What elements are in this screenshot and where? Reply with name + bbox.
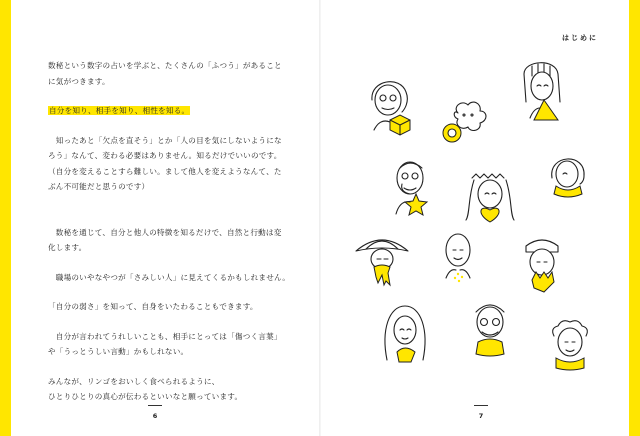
poodle-ring-icon [438, 95, 498, 147]
right-page-yellow-edge [629, 0, 640, 436]
woman-bob-scarf-icon [540, 148, 600, 204]
paragraph-workplace: 職場のいやなやつが「さみしい人」に見えてくるかもしれません。 [48, 272, 291, 282]
bald-man-sparkles-icon [428, 228, 488, 288]
paragraph-highlight [48, 103, 298, 119]
man-glasses-star-icon [382, 150, 442, 220]
highlighted-phrase: 自分を知り、相手を知り、相性を知る。 [49, 106, 190, 115]
woman-glasses-cube-icon [360, 70, 420, 140]
paragraph-intro: 数秘という数字の占いを学ぶと、たくさんの「ふつう」があること に気がつきます。 [48, 61, 282, 86]
paragraph-closing: みんなが、リンゴをおいしく食べられるように、 ひとりひとりの真心が伝わるといいなと願っています。 [48, 376, 243, 401]
man-glasses-bow-icon [460, 296, 520, 362]
paragraph-behavior-changes: 数秘を通じて、自分と他人の特徴を知るだけで、自然と行動は変 化します。 [48, 227, 282, 252]
paragraph-own-weakness: 「自分の弱さ」を知って、自身をいたわることもできます。 [48, 302, 258, 311]
page-number-right: 7 [471, 405, 491, 420]
older-man-scarf-icon [540, 316, 600, 376]
left-page-body [48, 58, 298, 405]
paragraph-no-need-to-change: 知ったあと「欠点を直そう」とか「人の目を気にしないようにな ろう」なんて、変わる必要はありません。知るだけでいいのです。 （自分を変えることすら難しい。まして他人を変えようなんて、た ぶん不可能だと思うのです） [48, 135, 282, 191]
woman-long-hair-triangle-icon [512, 52, 572, 124]
paragraph-hurtful-words: 自分が言われてうれしいことも、相手にとっては「傷つく言葉」 や「うっとうしい言動」かもしれない。 [48, 331, 282, 356]
woman-hat-melting-icon [352, 225, 412, 289]
running-header: はじめに [562, 34, 598, 42]
man-cap-apple-icon [512, 232, 572, 296]
woman-flower-crown-icon [375, 300, 435, 370]
left-page-yellow-edge [0, 0, 11, 436]
book-gutter [319, 0, 321, 436]
woman-crown-heart-icon [460, 168, 520, 224]
page-number-left: 6 [145, 405, 165, 420]
